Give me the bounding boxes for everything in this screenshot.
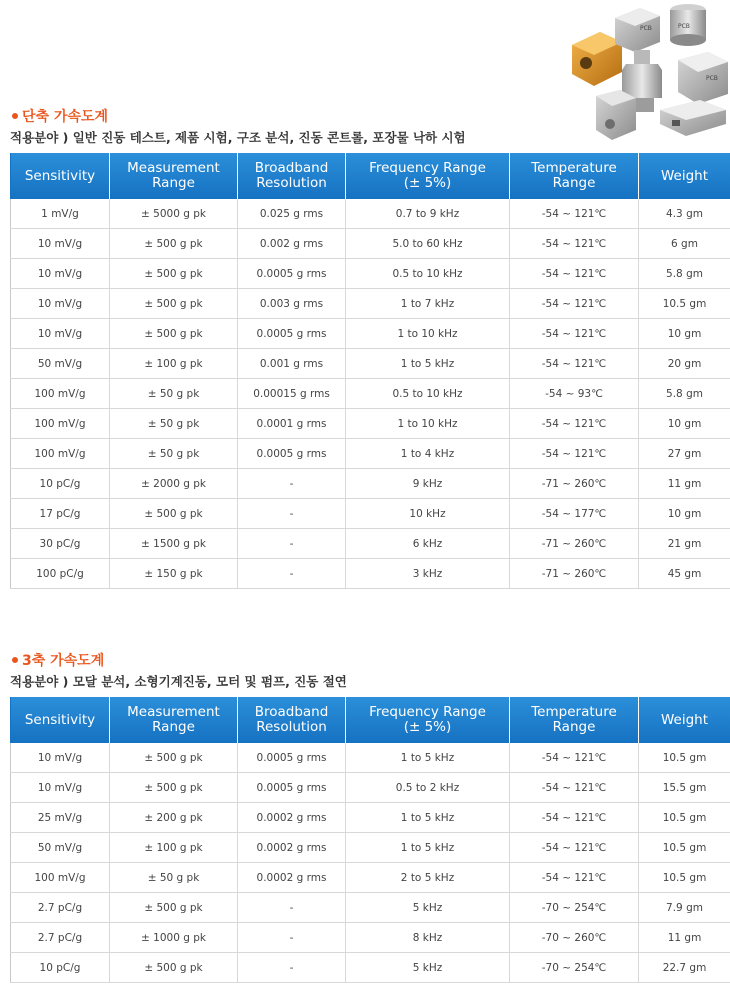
cell-sensitivity: 10 mV/g	[11, 319, 110, 349]
cell-weight: 6 gm	[639, 229, 730, 259]
column-header-weight	[639, 153, 730, 199]
cell-weight: 11 gm	[639, 923, 730, 953]
column-header-measurement-range	[110, 153, 238, 199]
cell-sensitivity: 10 mV/g	[11, 289, 110, 319]
cell-frequency-range: 1 to 5 kHz	[346, 803, 510, 833]
cell-temperature-range: -54 ~ 121℃	[510, 199, 639, 229]
cell-broadband-resolution: 0.00015 g rms	[238, 379, 346, 409]
cell-broadband-resolution: -	[238, 559, 346, 589]
column-header-frequency-range	[346, 697, 510, 743]
table-row	[11, 349, 730, 379]
cell-frequency-range: 0.7 to 9 kHz	[346, 199, 510, 229]
cell-measurement-range: ± 50 g pk	[110, 379, 238, 409]
application-description: 적용분야 ) 일반 진동 테스트, 제품 시험, 구조 분석, 진동 콘트롤, 포장물 낙하 시험	[10, 130, 466, 145]
cell-temperature-range: -54 ~ 121℃	[510, 773, 639, 803]
cell-temperature-range: -71 ~ 260℃	[510, 469, 639, 499]
cell-frequency-range: 2 to 5 kHz	[346, 863, 510, 893]
cell-sensitivity: 10 mV/g	[11, 773, 110, 803]
header-line: Range	[152, 175, 195, 191]
bullet-icon	[12, 657, 18, 663]
cell-temperature-range: -54 ~ 121℃	[510, 349, 639, 379]
cell-temperature-range: -54 ~ 121℃	[510, 833, 639, 863]
cell-temperature-range: -54 ~ 121℃	[510, 439, 639, 469]
table-row	[11, 319, 730, 349]
header-line: Range	[552, 175, 596, 191]
column-header-weight	[639, 697, 730, 743]
cell-temperature-range: -54 ~ 121℃	[510, 409, 639, 439]
cell-temperature-range: -70 ~ 254℃	[510, 893, 639, 923]
cell-frequency-range: 5 kHz	[346, 953, 510, 983]
cell-sensitivity: 2.7 pC/g	[11, 893, 110, 923]
cell-frequency-range: 1 to 7 kHz	[346, 289, 510, 319]
cell-broadband-resolution: -	[238, 893, 346, 923]
table-row	[11, 893, 730, 923]
cell-frequency-range: 5.0 to 60 kHz	[346, 229, 510, 259]
cell-broadband-resolution: 0.0005 g rms	[238, 773, 346, 803]
cell-measurement-range: ± 200 g pk	[110, 803, 238, 833]
column-header-broadband-resolution	[238, 153, 346, 199]
cell-frequency-range: 1 to 10 kHz	[346, 319, 510, 349]
table-row	[11, 289, 730, 319]
section-title: 3축 가속도계	[22, 653, 105, 669]
header-line: Frequency Range	[369, 704, 486, 720]
cell-broadband-resolution: 0.003 g rms	[238, 289, 346, 319]
cell-weight: 10.5 gm	[639, 863, 730, 893]
cell-temperature-range: -54 ~ 121℃	[510, 863, 639, 893]
cell-broadband-resolution: 0.002 g rms	[238, 229, 346, 259]
cell-sensitivity: 10 pC/g	[11, 953, 110, 983]
application-description: 적용분야 ) 모달 분석, 소형기계진동, 모터 및 펌프, 진동 절연	[10, 674, 347, 689]
table-row	[11, 803, 730, 833]
uniaxial-section	[10, 106, 730, 589]
table-row	[11, 559, 730, 589]
cell-measurement-range: ± 500 g pk	[110, 773, 238, 803]
cell-measurement-range: ± 5000 g pk	[110, 199, 238, 229]
cell-frequency-range: 1 to 5 kHz	[346, 833, 510, 863]
section-title-row	[10, 650, 730, 670]
header-line: Broadband	[254, 160, 329, 176]
cell-temperature-range: -71 ~ 260℃	[510, 559, 639, 589]
cell-measurement-range: ± 500 g pk	[110, 229, 238, 259]
section-title-row	[10, 106, 730, 126]
cell-sensitivity: 50 mV/g	[11, 833, 110, 863]
cell-frequency-range: 3 kHz	[346, 559, 510, 589]
table-row	[11, 259, 730, 289]
svg-text:PCB: PCB	[678, 23, 690, 30]
cell-temperature-range: -54 ~ 121℃	[510, 803, 639, 833]
cell-frequency-range: 0.5 to 10 kHz	[346, 379, 510, 409]
table-row	[11, 499, 730, 529]
cell-weight: 10.5 gm	[639, 289, 730, 319]
table-row	[11, 529, 730, 559]
cell-frequency-range: 10 kHz	[346, 499, 510, 529]
cell-measurement-range: ± 50 g pk	[110, 863, 238, 893]
header-line: Temperature	[531, 160, 617, 176]
svg-text:PCB: PCB	[640, 25, 652, 32]
column-header-frequency-range	[346, 153, 510, 199]
header-line: (± 5%)	[403, 175, 452, 191]
table-row	[11, 409, 730, 439]
cell-sensitivity: 2.7 pC/g	[11, 923, 110, 953]
cell-weight: 10.5 gm	[639, 743, 730, 773]
header-line: Sensitivity	[24, 711, 96, 728]
header-line: Range	[152, 719, 195, 735]
cell-sensitivity: 10 mV/g	[11, 743, 110, 773]
cell-frequency-range: 9 kHz	[346, 469, 510, 499]
cell-measurement-range: ± 2000 g pk	[110, 469, 238, 499]
cell-frequency-range: 5 kHz	[346, 893, 510, 923]
cell-broadband-resolution: 0.0002 g rms	[238, 803, 346, 833]
cell-temperature-range: -70 ~ 254℃	[510, 953, 639, 983]
cell-broadband-resolution: 0.0005 g rms	[238, 439, 346, 469]
triaxial-section	[10, 650, 730, 983]
cell-measurement-range: ± 500 g pk	[110, 743, 238, 773]
column-header-measurement-range	[110, 697, 238, 743]
cell-sensitivity: 17 pC/g	[11, 499, 110, 529]
table-row	[11, 439, 730, 469]
table-row	[11, 469, 730, 499]
cell-sensitivity: 100 mV/g	[11, 379, 110, 409]
cell-measurement-range: ± 500 g pk	[110, 319, 238, 349]
cell-measurement-range: ± 100 g pk	[110, 349, 238, 379]
cell-weight: 21 gm	[639, 529, 730, 559]
cell-weight: 20 gm	[639, 349, 730, 379]
cell-sensitivity: 30 pC/g	[11, 529, 110, 559]
cell-measurement-range: ± 50 g pk	[110, 409, 238, 439]
section-title: 단축 가속도계	[22, 109, 109, 125]
cell-weight: 22.7 gm	[639, 953, 730, 983]
table-row	[11, 773, 730, 803]
cell-frequency-range: 1 to 5 kHz	[346, 743, 510, 773]
cell-weight: 10 gm	[639, 409, 730, 439]
cell-weight: 27 gm	[639, 439, 730, 469]
cell-measurement-range: ± 500 g pk	[110, 289, 238, 319]
cell-temperature-range: -54 ~ 121℃	[510, 259, 639, 289]
cell-sensitivity: 100 mV/g	[11, 863, 110, 893]
cell-frequency-range: 0.5 to 2 kHz	[346, 773, 510, 803]
cell-measurement-range: ± 500 g pk	[110, 259, 238, 289]
cell-measurement-range: ± 50 g pk	[110, 439, 238, 469]
header-line: Frequency Range	[369, 160, 486, 176]
cell-measurement-range: ± 100 g pk	[110, 833, 238, 863]
cell-weight: 10.5 gm	[639, 803, 730, 833]
column-header-broadband-resolution	[238, 697, 346, 743]
table-row	[11, 379, 730, 409]
header-line: Weight	[660, 711, 709, 728]
column-header-temperature-range	[510, 697, 639, 743]
cell-measurement-range: ± 500 g pk	[110, 499, 238, 529]
cell-weight: 10 gm	[639, 499, 730, 529]
table-row	[11, 923, 730, 953]
header-line: Sensitivity	[24, 167, 96, 184]
table-row	[11, 743, 730, 773]
cell-temperature-range: -54 ~ 121℃	[510, 229, 639, 259]
cell-measurement-range: ± 1500 g pk	[110, 529, 238, 559]
cell-broadband-resolution: 0.0002 g rms	[238, 863, 346, 893]
cell-broadband-resolution: 0.0005 g rms	[238, 259, 346, 289]
column-header-sensitivity	[11, 153, 110, 199]
cell-broadband-resolution: 0.025 g rms	[238, 199, 346, 229]
cell-frequency-range: 6 kHz	[346, 529, 510, 559]
spec-table	[10, 697, 730, 983]
header-line: Broadband	[254, 704, 329, 720]
cell-weight: 15.5 gm	[639, 773, 730, 803]
cell-sensitivity: 50 mV/g	[11, 349, 110, 379]
cell-temperature-range: -54 ~ 177℃	[510, 499, 639, 529]
cell-sensitivity: 10 mV/g	[11, 259, 110, 289]
cell-broadband-resolution: 0.0005 g rms	[238, 743, 346, 773]
svg-text:PCB: PCB	[706, 75, 718, 82]
cell-sensitivity: 10 pC/g	[11, 469, 110, 499]
cell-broadband-resolution: 0.0005 g rms	[238, 319, 346, 349]
cell-weight: 4.3 gm	[639, 199, 730, 229]
cell-frequency-range: 1 to 5 kHz	[346, 349, 510, 379]
table-row	[11, 833, 730, 863]
cell-temperature-range: -71 ~ 260℃	[510, 529, 639, 559]
table-row	[11, 199, 730, 229]
table-row	[11, 229, 730, 259]
cell-weight: 11 gm	[639, 469, 730, 499]
spec-table	[10, 153, 730, 589]
cell-weight: 10.5 gm	[639, 833, 730, 863]
cell-sensitivity: 1 mV/g	[11, 199, 110, 229]
header-line: Resolution	[256, 719, 327, 735]
cell-temperature-range: -54 ~ 93℃	[510, 379, 639, 409]
cell-sensitivity: 25 mV/g	[11, 803, 110, 833]
header-line: Measurement	[127, 160, 220, 176]
column-header-sensitivity	[11, 697, 110, 743]
header-line: Weight	[660, 167, 709, 184]
cell-sensitivity: 100 pC/g	[11, 559, 110, 589]
header-line: (± 5%)	[403, 719, 452, 735]
bullet-icon	[12, 113, 18, 119]
header-row	[11, 153, 730, 199]
cell-broadband-resolution: 0.0001 g rms	[238, 409, 346, 439]
cell-broadband-resolution: -	[238, 499, 346, 529]
cell-frequency-range: 1 to 4 kHz	[346, 439, 510, 469]
cell-sensitivity: 100 mV/g	[11, 409, 110, 439]
table-row	[11, 863, 730, 893]
cell-temperature-range: -54 ~ 121℃	[510, 743, 639, 773]
cell-temperature-range: -54 ~ 121℃	[510, 319, 639, 349]
cell-measurement-range: ± 150 g pk	[110, 559, 238, 589]
header-line: Measurement	[127, 704, 220, 720]
cell-sensitivity: 100 mV/g	[11, 439, 110, 469]
header-line: Range	[552, 719, 596, 735]
cell-sensitivity: 10 mV/g	[11, 229, 110, 259]
cell-weight: 5.8 gm	[639, 259, 730, 289]
cell-temperature-range: -54 ~ 121℃	[510, 289, 639, 319]
cell-broadband-resolution: -	[238, 953, 346, 983]
column-header-temperature-range	[510, 153, 639, 199]
cell-measurement-range: ± 500 g pk	[110, 893, 238, 923]
cell-broadband-resolution: 0.0002 g rms	[238, 833, 346, 863]
cell-broadband-resolution: 0.001 g rms	[238, 349, 346, 379]
cell-broadband-resolution: -	[238, 923, 346, 953]
cell-weight: 10 gm	[639, 319, 730, 349]
cell-measurement-range: ± 1000 g pk	[110, 923, 238, 953]
cell-frequency-range: 1 to 10 kHz	[346, 409, 510, 439]
cell-measurement-range: ± 500 g pk	[110, 953, 238, 983]
cell-weight: 5.8 gm	[639, 379, 730, 409]
header-line: Resolution	[256, 175, 327, 191]
cell-broadband-resolution: -	[238, 529, 346, 559]
cell-frequency-range: 8 kHz	[346, 923, 510, 953]
header-line: Temperature	[531, 704, 617, 720]
cell-broadband-resolution: -	[238, 469, 346, 499]
header-row	[11, 697, 730, 743]
cell-temperature-range: -70 ~ 260℃	[510, 923, 639, 953]
cell-weight: 7.9 gm	[639, 893, 730, 923]
cell-frequency-range: 0.5 to 10 kHz	[346, 259, 510, 289]
table-row	[11, 953, 730, 983]
cell-weight: 45 gm	[639, 559, 730, 589]
